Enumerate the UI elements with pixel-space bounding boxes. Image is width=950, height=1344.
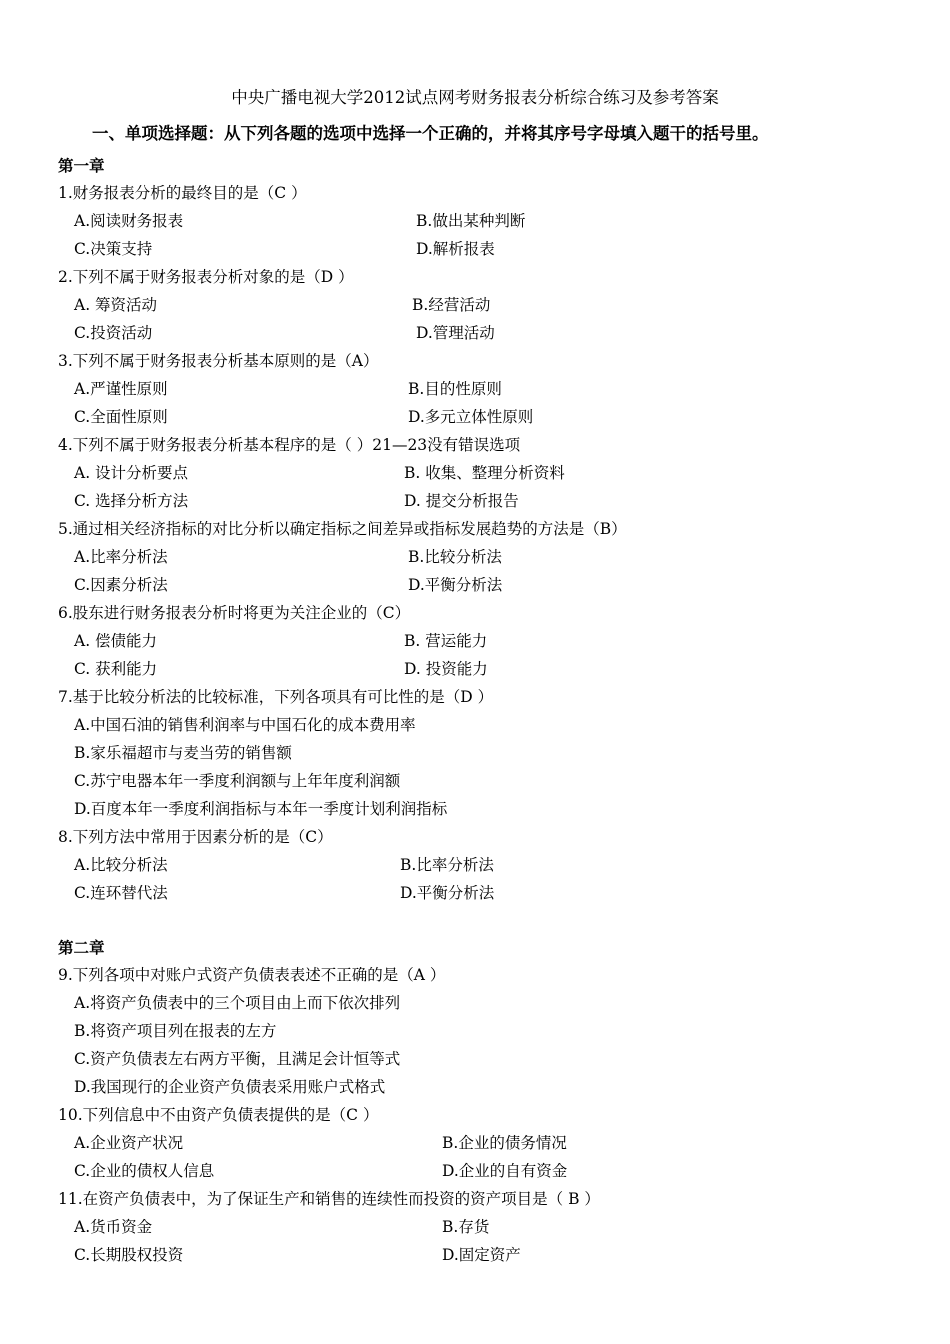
chapter-heading: 第一章 (58, 156, 105, 175)
document-title: 中央广播电视大学2012试点网考财务报表分析综合练习及参考答案 (231, 88, 719, 107)
option-d: D.百度本年一季度利润指标与本年一季度计划利润指标 (74, 800, 448, 818)
question-text: 6.股东进行财务报表分析时将更为关注企业的（C） (58, 604, 411, 622)
option-b: B.家乐福超市与麦当劳的销售额 (74, 744, 292, 762)
question-text: 2.下列不属于财务报表分析对象的是（D ） (58, 268, 354, 286)
option-a: A.比率分析法 (74, 548, 168, 566)
option-d: D.平衡分析法 (408, 576, 503, 594)
question-text: 10.下列信息中不由资产负债表提供的是（C ） (58, 1106, 379, 1124)
option-b: B. 营运能力 (404, 632, 488, 650)
question-text: 9.下列各项中对账户式资产负债表表述不正确的是（A ） (58, 966, 446, 984)
option-a: A.货币资金 (74, 1218, 153, 1236)
option-a: A.将资产负债表中的三个项目由上而下依次排列 (74, 994, 401, 1012)
option-b: B.比率分析法 (400, 856, 494, 874)
option-d: D.解析报表 (416, 240, 495, 258)
option-c: C.长期股权投资 (74, 1246, 184, 1264)
option-d: D.多元立体性原则 (408, 408, 534, 426)
option-c: C. 获利能力 (74, 660, 158, 678)
option-a: A.中国石油的销售利润率与中国石化的成本费用率 (74, 716, 416, 734)
option-c: C.资产负债表左右两方平衡，且满足会计恒等式 (74, 1050, 401, 1068)
option-b: B.目的性原则 (408, 380, 502, 398)
option-b: B.企业的债务情况 (442, 1134, 567, 1152)
section-heading: 一、单项选择题：从下列各题的选项中选择一个正确的，并将其序号字母填入题干的括号里。 (92, 124, 769, 143)
option-a: A.比较分析法 (74, 856, 168, 874)
question-text: 1.财务报表分析的最终目的是（C ） (58, 184, 307, 202)
option-c: C.因素分析法 (74, 576, 168, 594)
option-b: B.存货 (442, 1218, 490, 1236)
option-a: A. 偿债能力 (74, 632, 158, 650)
option-b: B.比较分析法 (408, 548, 502, 566)
option-b: B.经营活动 (412, 296, 491, 314)
option-c: C.苏宁电器本年一季度利润额与上年年度利润额 (74, 772, 401, 790)
question-text: 5.通过相关经济指标的对比分析以确定指标之间差异或指标发展趋势的方法是（B） (58, 520, 627, 538)
option-a: A.严谨性原则 (74, 380, 168, 398)
option-d: D.管理活动 (416, 324, 495, 342)
question-text: 8.下列方法中常用于因素分析的是（C） (58, 828, 333, 846)
option-a: A. 筹资活动 (74, 296, 158, 314)
option-d: D.平衡分析法 (400, 884, 495, 902)
chapter-heading: 第二章 (58, 938, 105, 957)
question-text: 3.下列不属于财务报表分析基本原则的是（A） (58, 352, 379, 370)
question-text: 11.在资产负债表中，为了保证生产和销售的连续性而投资的资产项目是（ B ） (58, 1190, 600, 1208)
option-b: B. 收集、整理分析资料 (404, 464, 565, 482)
option-c: C.连环替代法 (74, 884, 168, 902)
option-a: A.阅读财务报表 (74, 212, 184, 230)
question-text: 4.下列不属于财务报表分析基本程序的是（ ）21—23没有错误选项 (58, 436, 521, 454)
option-b: B.做出某种判断 (416, 212, 526, 230)
option-c: C.企业的债权人信息 (74, 1162, 215, 1180)
option-d: D. 投资能力 (404, 660, 488, 678)
option-c: C. 选择分析方法 (74, 492, 189, 510)
question-text: 7.基于比较分析法的比较标准，下列各项具有可比性的是（D ） (58, 688, 494, 706)
option-a: A. 设计分析要点 (74, 464, 189, 482)
option-d: D.我国现行的企业资产负债表采用账户式格式 (74, 1078, 386, 1096)
option-c: C.投资活动 (74, 324, 153, 342)
option-b: B.将资产项目列在报表的左方 (74, 1022, 277, 1040)
option-d: D. 提交分析报告 (404, 492, 519, 510)
option-d: D.固定资产 (442, 1246, 521, 1264)
option-d: D.企业的自有资金 (442, 1162, 568, 1180)
option-c: C.决策支持 (74, 240, 153, 258)
option-c: C.全面性原则 (74, 408, 168, 426)
option-a: A.企业资产状况 (74, 1134, 184, 1152)
